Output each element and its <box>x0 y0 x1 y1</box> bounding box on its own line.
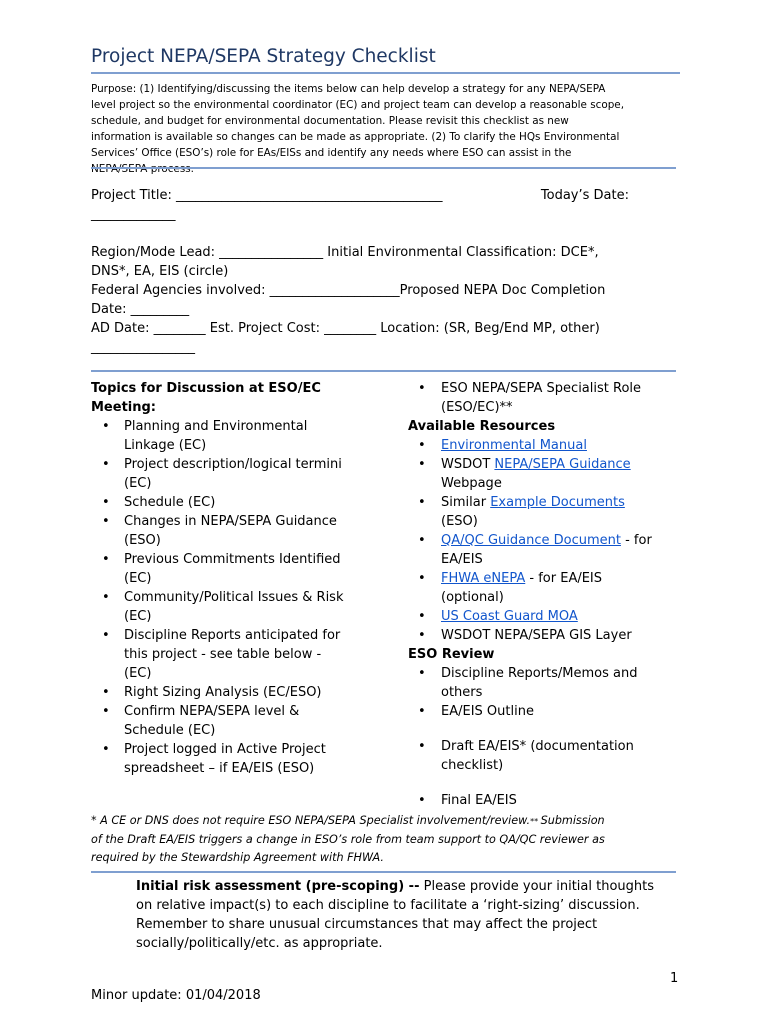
region-lead-field[interactable]: Region/Mode Lead: ________________ Initial Environmental Classification: DCE*, <box>91 245 599 260</box>
list-item: • Right Sizing Analysis (EC/ESO) <box>91 683 366 702</box>
footnote <box>91 812 681 867</box>
list-item: • Planning and Environmental Linkage (EC) <box>91 417 366 455</box>
ad-date-field[interactable]: AD Date: ________ Est. Project Cost: ________ Location: (SR, Beg/End MP, other) <box>91 321 600 336</box>
topics-heading-line: Meeting: <box>91 400 156 415</box>
list-item: • Community/Political Issues & Risk (EC) <box>91 588 366 626</box>
purpose-line: level project so the environmental coordinator (EC) and project team can develop a reasonable scope, <box>91 98 624 111</box>
footnote-line: of the Draft EA/EIS triggers a change in ESO’s role from team support to QA/QC reviewer as <box>91 833 605 846</box>
list-item: • QA/QC Guidance Document - for EA/EIS <box>408 531 683 569</box>
completion-date-field[interactable]: Date: _________ <box>91 302 190 317</box>
classification-options[interactable]: DNS*, EA, EIS (circle) <box>91 264 229 279</box>
project-fields <box>91 186 671 357</box>
risk-line: Initial risk assessment (pre-scoping) -- Please provide your initial thoughts <box>136 879 655 894</box>
list-item: • FHWA eNEPA - for EA/EIS (optional) <box>408 569 683 607</box>
purpose-line: Services’ Office (ESO’s) role for EAs/EISs and identify any needs where ESO can assist in the <box>91 146 572 159</box>
title-date-row <box>91 186 671 205</box>
purpose-divider <box>91 167 676 169</box>
list-item: • ESO NEPA/SEPA Specialist Role (ESO/EC)** <box>408 379 683 417</box>
topics-column <box>91 379 366 778</box>
list-item: • Changes in NEPA/SEPA Guidance (ESO) <box>91 512 366 550</box>
purpose-line: information is available so changes can be made as appropriate. (2) To clarify the HQs Environmental <box>91 130 620 143</box>
eso-review-heading: ESO Review <box>408 647 495 662</box>
resources-list <box>408 436 683 645</box>
list-item <box>408 436 683 455</box>
title-divider <box>91 72 680 74</box>
list-item: • Previous Commitments Identified (EC) <box>91 550 366 588</box>
list-item: • Project logged in Active Project spreadsheet – if EA/EIS (ESO) <box>91 740 366 778</box>
list-item: • Project description/logical termini (EC) <box>91 455 366 493</box>
list-item <box>408 607 683 626</box>
list-item: • Schedule (EC) <box>91 493 366 512</box>
risk-line: socially/politically/etc. as appropriate. <box>136 936 383 951</box>
topics-heading-line: Topics for Discussion at ESO/EC <box>91 381 321 396</box>
topics-heading <box>91 379 366 417</box>
fhwa-enepa-link[interactable]: FHWA eNEPA <box>441 571 526 586</box>
footnote-line: required by the Stewardship Agreement with FHWA. <box>91 851 384 864</box>
list-item: • WSDOT NEPA/SEPA Guidance Webpage <box>408 455 683 493</box>
footnote-divider <box>91 871 676 873</box>
list-item: • Final EA/EIS <box>408 791 683 810</box>
risk-line: on relative impact(s) to each discipline to facilitate a ‘right-sizing’ discussion. <box>136 898 640 913</box>
todays-date-label: Today’s Date: <box>540 188 629 203</box>
list-item: • Similar Example Documents (ESO) <box>408 493 683 531</box>
eso-review-list <box>408 664 683 810</box>
federal-agencies-field[interactable]: Federal Agencies involved: ____________________Proposed NEPA Doc Completion <box>91 283 606 298</box>
footer-update: Minor update: 01/04/2018 <box>91 988 261 1003</box>
us-coast-guard-moa-link[interactable]: US Coast Guard MOA <box>441 609 578 624</box>
todays-date-field[interactable]: _____________ <box>91 207 176 222</box>
purpose-line: Purpose: (1) Identifying/discussing the items below can help develop a strategy for any NEPA/SEPA <box>91 83 606 95</box>
risk-line: Remember to share unusual circumstances that may affect the project <box>136 917 598 932</box>
page-number: 1 <box>670 971 679 986</box>
fields-divider <box>91 370 676 372</box>
list-item: • Draft EA/EIS* (documentation checklist) <box>408 737 683 775</box>
resources-heading: Available Resources <box>408 419 556 434</box>
topics-list <box>91 417 366 778</box>
risk-assessment <box>136 877 696 953</box>
footnote-line: * A CE or DNS does not require ESO NEPA/SEPA Specialist involvement/review.** Submission <box>91 814 605 827</box>
list-item: • EA/EIS Outline <box>408 702 683 721</box>
list-item: • WSDOT NEPA/SEPA GIS Layer <box>408 626 683 645</box>
purpose-line <box>91 162 686 178</box>
purpose-paragraph <box>91 82 686 177</box>
list-item: • Discipline Reports anticipated for this project - see table below - (EC) <box>91 626 366 683</box>
purpose-line: schedule, and budget for environmental documentation. Please revisit this checklist as new <box>91 114 569 127</box>
location-field[interactable]: ________________ <box>91 340 195 355</box>
eso-role-list <box>408 379 683 417</box>
qaqc-guidance-link[interactable]: QA/QC Guidance Document <box>441 533 621 548</box>
project-title-field[interactable]: Project Title: _________________________________________ <box>91 188 443 203</box>
list-item: • Confirm NEPA/SEPA level & Schedule (EC) <box>91 702 366 740</box>
list-item: • Discipline Reports/Memos and others <box>408 664 683 702</box>
nepa-sepa-guidance-link[interactable]: NEPA/SEPA Guidance <box>494 457 631 472</box>
page-title: Project NEPA/SEPA Strategy Checklist <box>91 46 436 67</box>
resources-column <box>408 379 683 810</box>
environmental-manual-link[interactable]: Environmental Manual <box>441 438 587 453</box>
example-documents-link[interactable]: Example Documents <box>490 495 625 510</box>
